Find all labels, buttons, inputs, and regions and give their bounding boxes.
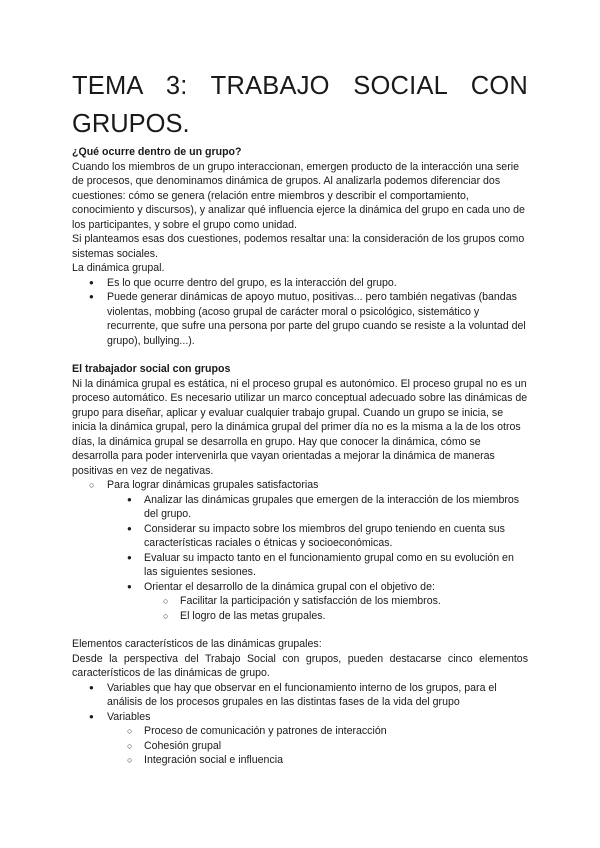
section2-sub-sub-list bbox=[72, 594, 528, 623]
section1-paragraph-3: La dinámica grupal. bbox=[72, 262, 165, 274]
section2-paragraph: Ni la dinámica grupal es estática, ni el proceso grupal es autonómico. El proceso grupal no es un proceso automático. Es necesario utilizar un marco conceptual adecuado sobre las dinámicas de grupo para diseñar, aplicar y evaluar cualquier trabajo grupal. Cuando un grupo se inicia, se inicia la dinámica grupal, pero la dinámica grupal del primer día no es la misma a la de los otros días, la dinámica grupal se desarrolla en grupo. Hay que conocer la dinámica, cómo se desarrolla para poder intervenirla que vayan orientadas a mejorar la dinámica de maneras positivas en vez de negativas. bbox=[72, 377, 528, 477]
section3-bullet-list bbox=[72, 681, 528, 725]
section3-paragraph: Desde la perspectiva del Trabajo Social con grupos, pueden destacarse cinco elementos característicos de las dinámicas de grupo. bbox=[72, 652, 528, 679]
section1-paragraph: Cuando los miembros de un grupo interaccionan, emergen producto de la interacción una serie de procesos, que denominamos dinámica de grupos. Al analizarla podemos diferenciar dos cuestiones: cómo se genera (relación entre miembros y describir el comportamiento, conocimiento y discursos), y analizar qué influencia ejerce la dinámica del grupo en cada uno de los participantes, y sobre el grupo como unidad. bbox=[72, 160, 525, 231]
list-item: ○ Integración social e influencia bbox=[72, 753, 528, 768]
list-item: ○ Proceso de comunicación y patrones de interacción bbox=[72, 724, 528, 739]
section3-heading: Elementos característicos de las dinámicas grupales: bbox=[72, 638, 322, 650]
list-item: ● Es lo que ocurre dentro del grupo, es la interacción del grupo. bbox=[72, 276, 528, 291]
section1-heading: ¿Qué ocurre dentro de un grupo? bbox=[72, 146, 242, 158]
list-item: ● Variables que hay que observar en el funcionamiento interno de los grupos, para el análisis de los procesos grupales en las distintas fases de la vida del grupo bbox=[72, 681, 528, 710]
list-item: ○ Facilitar la participación y satisfacción de los miembros. bbox=[72, 594, 528, 609]
list-item: ● Evaluar su impacto tanto en el funcionamiento grupal como en su evolución en las siguientes sesiones. bbox=[72, 551, 528, 580]
page-title: TEMA 3: TRABAJO SOCIAL CON bbox=[72, 72, 528, 100]
list-item: ○ El logro de las metas grupales. bbox=[72, 609, 528, 624]
list-item: ● Orientar el desarrollo de la dinámica grupal con el objetivo de: bbox=[72, 580, 528, 595]
section3-variables-list bbox=[72, 724, 528, 768]
list-item: ● Analizar las dinámicas grupales que emergen de la interacción de los miembros del grupo. bbox=[72, 493, 528, 522]
section1-bullet-list bbox=[72, 276, 528, 349]
section2-circle-list bbox=[72, 478, 528, 493]
section2-heading: El trabajador social con grupos bbox=[72, 363, 231, 375]
list-item: ○ Cohesión grupal bbox=[72, 739, 528, 754]
page-title-line2: GRUPOS. bbox=[72, 110, 190, 138]
list-item: ● Puede generar dinámicas de apoyo mutuo, positivas... pero también negativas (bandas violentas, mobbing (acoso grupal de carácter moral o psicológico, sistemático y recurrente, que sufre una persona por parte del grupo cuando se resiste a la voluntad del grupo), bullying...). bbox=[72, 290, 528, 348]
list-item: ○ Para lograr dinámicas grupales satisfactorias bbox=[72, 478, 528, 493]
list-item: ● Considerar su impacto sobre los miembros del grupo teniendo en cuenta sus características raciales o étnicas y socioeconómicas. bbox=[72, 522, 528, 551]
list-item: ● Variables bbox=[72, 710, 528, 725]
section1-paragraph-2: Si planteamos esas dos cuestiones, podemos resaltar una: la consideración de los grupos como sistemas sociales. bbox=[72, 233, 525, 260]
section2-sub-bullet-list bbox=[72, 493, 528, 595]
